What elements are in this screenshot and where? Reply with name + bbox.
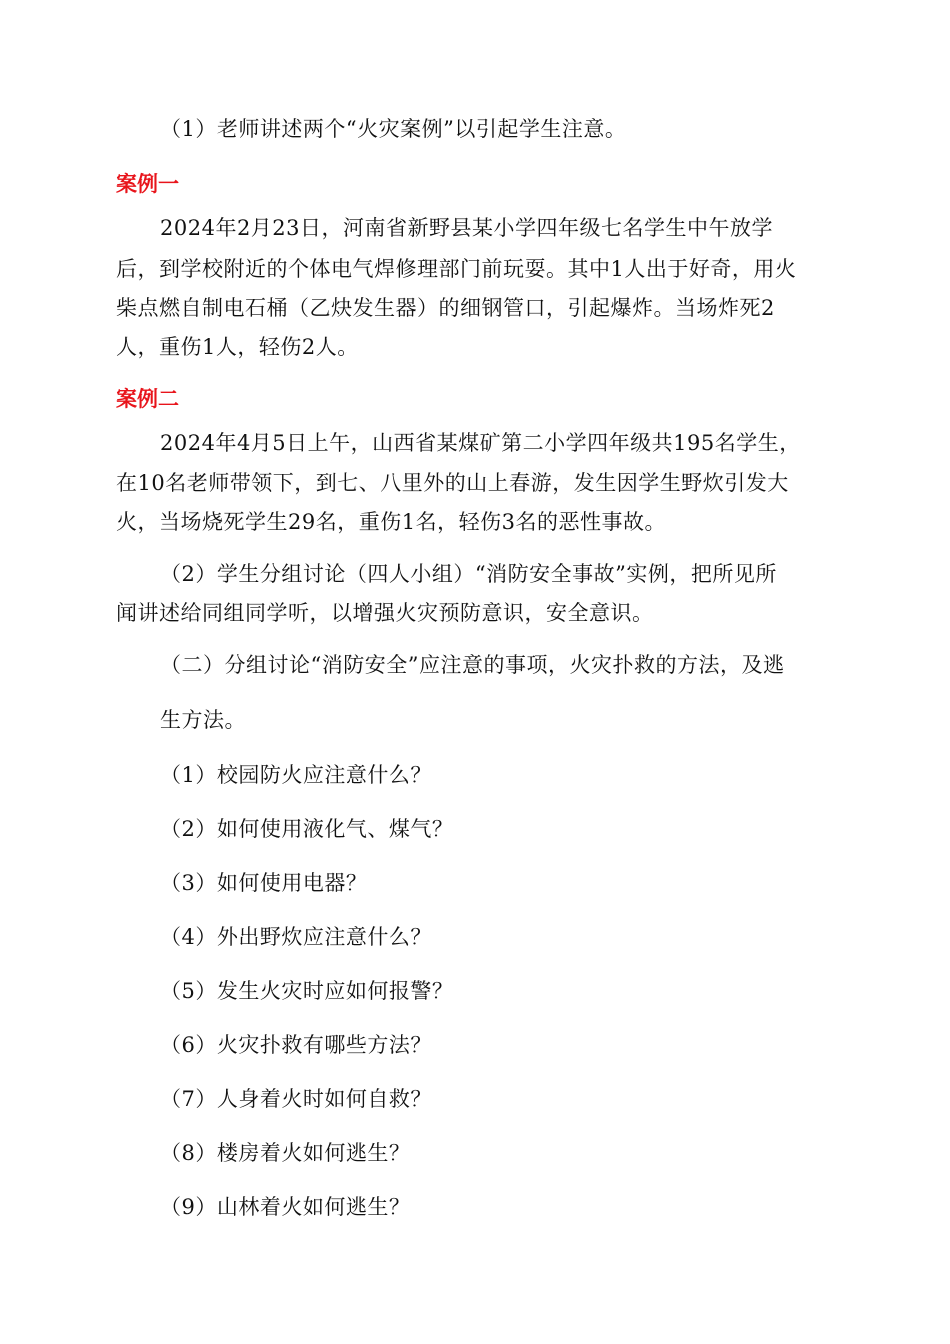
case-one-line-1: 2024年2月23日，河南省新野县某小学四年级七名学生中午放学 bbox=[160, 216, 774, 240]
case-one-heading: 案例一 bbox=[116, 172, 179, 196]
case-one-line-3: 柴点燃自制电石桶（乙炔发生器）的细钢管口，引起爆炸。当场炸死2 bbox=[116, 296, 775, 320]
question-item: （3）如何使用电器？ bbox=[160, 871, 368, 895]
question-item: （2）如何使用液化气、煤气？ bbox=[160, 817, 454, 841]
case-one-line-2: 后，到学校附近的个体电气焊修理部门前玩耍。其中1人出于好奇，用火 bbox=[116, 257, 797, 281]
case-two-line-2: 在10名老师带领下，到七、八里外的山上春游，发生因学生野炊引发大 bbox=[116, 471, 789, 495]
question-item: （1）校园防火应注意什么？ bbox=[160, 763, 432, 787]
case-two-line-1: 2024年4月5日上午，山西省某煤矿第二小学四年级共195名学生， bbox=[160, 431, 801, 455]
question-item: （4）外出野炊应注意什么？ bbox=[160, 925, 432, 949]
question-item: （5）发生火灾时应如何报警？ bbox=[160, 979, 454, 1003]
discussion-line-1: （2）学生分组讨论（四人小组）“消防安全事故”实例，把所见所 bbox=[160, 562, 777, 586]
intro-paragraph: （1）老师讲述两个“火灾案例”以引起学生注意。 bbox=[160, 117, 627, 141]
question-item: （6）火灾扑救有哪些方法？ bbox=[160, 1033, 432, 1057]
question-item: （8）楼房着火如何逃生？ bbox=[160, 1141, 411, 1165]
section-two-line-2: 生方法。 bbox=[160, 708, 246, 732]
case-two-line-3: 火，当场烧死学生29名，重伤1名，轻伤3名的恶性事故。 bbox=[116, 510, 666, 534]
case-two-heading: 案例二 bbox=[116, 387, 179, 411]
section-two-line-1: （二）分组讨论“消防安全”应注意的事项，火灾扑救的方法，及逃 bbox=[160, 653, 785, 677]
discussion-line-2: 闻讲述给同组同学听，以增强火灾预防意识，安全意识。 bbox=[116, 601, 654, 625]
case-one-line-4: 人，重伤1人，轻伤2人。 bbox=[116, 335, 359, 359]
question-item: （7）人身着火时如何自救？ bbox=[160, 1087, 432, 1111]
question-item: （9）山林着火如何逃生？ bbox=[160, 1195, 411, 1219]
